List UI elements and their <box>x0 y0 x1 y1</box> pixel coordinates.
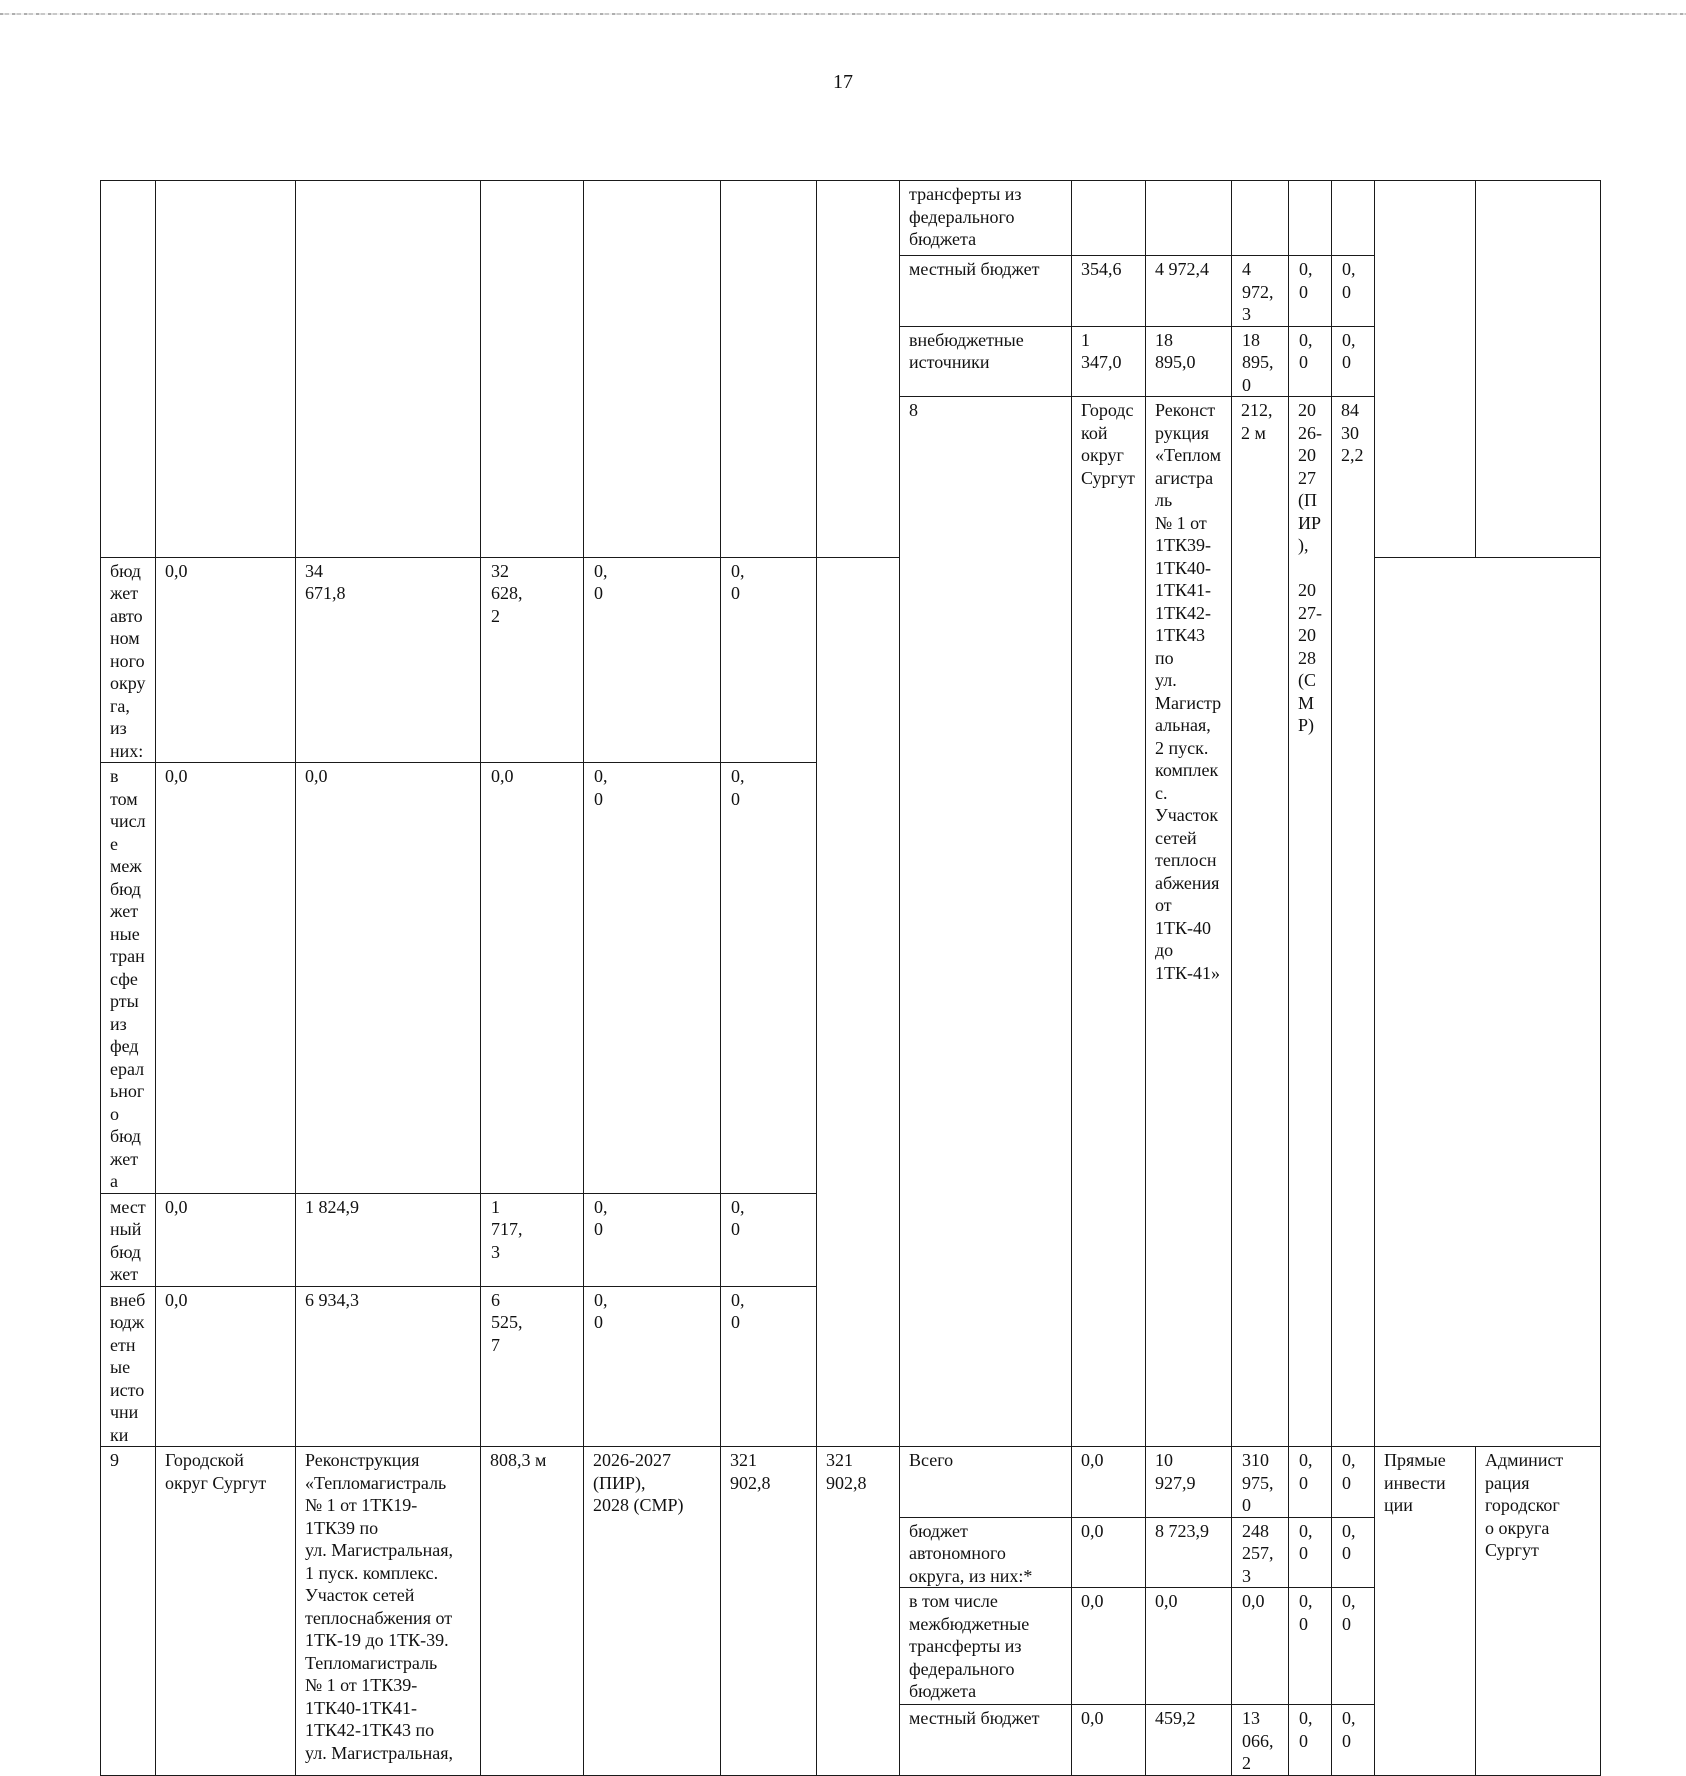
cell-text: в том числе межбюджетные трансферты из федерального бюджета <box>909 1591 1030 1701</box>
table-row <box>101 1193 1601 1286</box>
cell-text: Прямые инвести ции <box>1384 1450 1446 1515</box>
cell-text: 18 895, 0 <box>1242 329 1274 395</box>
period-cell <box>584 181 721 558</box>
mechanism-cell <box>1375 181 1476 558</box>
cell-text: 0,0 <box>165 560 188 581</box>
table-row <box>101 1447 1601 1518</box>
amount-cell <box>156 557 296 763</box>
amount-cell <box>1289 326 1332 397</box>
cell-text: 0, 0 <box>1299 1450 1313 1493</box>
cell-text: 8 <box>909 400 918 420</box>
amount-cell <box>1332 1517 1375 1588</box>
remaining-cost-cell <box>817 181 900 558</box>
funding-source-cell <box>101 557 156 763</box>
cell-text: 0, 0 <box>594 560 608 603</box>
cell-text: 321 902,8 <box>826 1450 867 1493</box>
cell-text: 2026-2027 (ПИР), 2028 (СМР) <box>593 1450 684 1515</box>
row-number-cell <box>900 397 1072 1447</box>
object-name-cell <box>296 1447 481 1776</box>
territory-cell <box>156 1447 296 1776</box>
amount-cell <box>1072 1705 1146 1776</box>
object-name-cell <box>1146 397 1232 1447</box>
amount-cell <box>721 1193 817 1286</box>
cell-text: 212,2 м <box>1241 400 1273 443</box>
cell-text: 1 824,9 <box>305 1196 359 1217</box>
cell-text: 34 671,8 <box>305 560 346 603</box>
cell-text: Городской округ Сургут <box>165 1450 267 1493</box>
object-name-cell <box>296 181 481 558</box>
cell-text: 0, 0 <box>594 1289 608 1332</box>
cell-text: 321 902,8 <box>730 1450 771 1493</box>
table-row <box>101 763 1601 1194</box>
cell-text: 808,3 м <box>490 1450 547 1470</box>
cell-text: 0,0 <box>1155 1591 1178 1611</box>
amount-cell <box>584 1193 721 1286</box>
table-row <box>101 557 1601 763</box>
amount-cell <box>1289 1447 1332 1518</box>
scan-edge-artifact <box>0 13 1686 15</box>
amount-cell <box>481 763 584 1194</box>
amount-cell <box>1232 181 1289 256</box>
mechanism-cell <box>1375 1447 1476 1776</box>
cell-text: 0,0 <box>1081 1591 1104 1611</box>
table-row <box>101 181 1601 256</box>
funding-source-cell <box>900 1705 1072 1776</box>
cell-text: 0, 0 <box>1342 259 1356 302</box>
amount-cell <box>1146 256 1232 327</box>
cell-text: 0, 0 <box>1299 329 1313 372</box>
cell-text: 6 934,3 <box>305 1289 359 1310</box>
funding-source-cell <box>900 1517 1072 1588</box>
cell-text: 84 302,2 <box>1341 400 1364 465</box>
estimate-cost-cell <box>721 1447 817 1776</box>
amount-cell <box>721 1286 817 1447</box>
amount-cell <box>1146 326 1232 397</box>
cell-text: 0,0 <box>1081 1450 1104 1470</box>
cell-text: 1 717, 3 <box>491 1196 523 1262</box>
amount-cell <box>1332 1447 1375 1518</box>
customer-cell <box>1476 181 1601 558</box>
cell-text: Реконструкция «Тепломагистраль № 1 от 1ТК19- 1ТК39 по ул. Магистральная, 1 пуск. комплекс. Участок сетей теплоснабжения от 1ТК-19 до 1ТК-39. Тепломагистраль № 1 от 1ТК39- 1ТК40-1ТК41- 1ТК42-1ТК43 по ул. Магистральная, <box>305 1450 454 1763</box>
amount-cell <box>1146 1447 1232 1518</box>
amount-cell <box>296 763 481 1194</box>
amount-cell <box>296 1193 481 1286</box>
funding-source-cell <box>101 1193 156 1286</box>
cell-text: 0, 0 <box>731 1289 745 1332</box>
territory-cell <box>156 181 296 558</box>
cell-text: Всего <box>909 1450 954 1470</box>
cell-text: 1 347,0 <box>1081 329 1122 372</box>
cell-text: в том числе межбюджетные трансферты из федерального бюджета <box>110 766 146 1191</box>
funding-source-cell <box>900 256 1072 327</box>
cell-text: 0, 0 <box>731 1196 745 1239</box>
amount-cell <box>1146 1517 1232 1588</box>
amount-cell <box>481 557 584 763</box>
amount-cell <box>1146 181 1232 256</box>
cell-text: 4 972,4 <box>1155 259 1209 279</box>
cell-text: 0, 0 <box>1342 329 1356 372</box>
amount-cell <box>1289 1705 1332 1776</box>
row-number-cell <box>101 181 156 558</box>
amount-cell <box>1072 1517 1146 1588</box>
cell-text: местный бюджет <box>909 1708 1040 1728</box>
amount-cell <box>1289 1588 1332 1705</box>
customer-cell <box>1476 1447 1601 1776</box>
cell-text: 0,0 <box>165 1289 188 1310</box>
cell-text: Админист рация городског о округа Сургут <box>1485 1450 1564 1560</box>
amount-cell <box>156 763 296 1194</box>
cell-text: 8 723,9 <box>1155 1520 1209 1541</box>
cell-text: 0, 0 <box>594 766 608 809</box>
amount-cell <box>1072 1447 1146 1518</box>
amount-cell <box>1232 1447 1289 1518</box>
cell-text: 32 628, 2 <box>491 560 523 626</box>
amount-cell <box>1332 326 1375 397</box>
funding-source-cell <box>900 181 1072 256</box>
amount-cell <box>481 1193 584 1286</box>
period-cell <box>584 1447 721 1776</box>
amount-cell <box>156 1286 296 1447</box>
cell-text: внебюджетные источники <box>909 329 1024 372</box>
amount-cell <box>1332 256 1375 327</box>
amount-cell <box>1072 1588 1146 1705</box>
cell-text: 0,0 <box>491 766 514 786</box>
territory-cell <box>1072 397 1146 1447</box>
amount-cell <box>1332 181 1375 256</box>
amount-cell <box>721 763 817 1194</box>
cell-text: 0,0 <box>305 766 328 786</box>
investment-table <box>100 180 1601 1776</box>
amount-cell <box>1232 1705 1289 1776</box>
funding-source-cell <box>900 1588 1072 1705</box>
amount-cell <box>1332 1588 1375 1705</box>
cell-text: 0, 0 <box>731 766 745 809</box>
cell-text: 0,0 <box>1081 1708 1104 1728</box>
amount-cell <box>1289 256 1332 327</box>
amount-cell <box>1232 1588 1289 1705</box>
cell-text: 18 895,0 <box>1155 329 1196 372</box>
table-row <box>101 1286 1601 1447</box>
cell-text: бюджет автономного округа, из них: <box>110 560 146 761</box>
cell-text: бюджет автономного округа, из них:* <box>909 1520 1033 1586</box>
cell-text: 0, 0 <box>1299 1591 1313 1634</box>
cell-text: 0,0 <box>1081 1520 1104 1541</box>
cell-text: 0, 0 <box>1299 259 1313 302</box>
funding-source-cell <box>900 326 1072 397</box>
cell-text: 310 975, 0 <box>1242 1450 1274 1515</box>
amount-cell <box>1146 1588 1232 1705</box>
table-body <box>101 181 1601 1776</box>
cell-text: местный бюджет <box>110 1196 146 1284</box>
amount-cell <box>1289 1517 1332 1588</box>
amount-cell <box>296 1286 481 1447</box>
amount-cell <box>156 1193 296 1286</box>
amount-cell <box>1072 181 1146 256</box>
capacity-cell <box>481 181 584 558</box>
cell-text: Городской округ Сургут <box>1081 400 1135 488</box>
estimate-cost-cell <box>1332 397 1375 1447</box>
amount-cell <box>1072 256 1146 327</box>
cell-text: 0, 0 <box>1342 1520 1356 1563</box>
amount-cell <box>1289 181 1332 256</box>
cell-text: 2026-2027 (ПИР), 2027-2028 (СМР) <box>1298 400 1322 735</box>
capacity-cell <box>1232 397 1289 1447</box>
amount-cell <box>1232 1517 1289 1588</box>
cell-text: 248 257, 3 <box>1242 1520 1274 1586</box>
cell-text: 6 525, 7 <box>491 1289 523 1355</box>
amount-cell <box>296 557 481 763</box>
cell-text: 459,2 <box>1155 1708 1196 1728</box>
cell-text: 0, 0 <box>1342 1450 1356 1493</box>
cell-text: 10 927,9 <box>1155 1450 1196 1493</box>
cell-text: Реконструкция «Тепломагистраль № 1 от 1ТК39- 1ТК40-1ТК41- 1ТК42-1ТК43 по ул. Магистральная, 2 пуск. комплекс. Участок сетей теплоснабжения от 1ТК-40 до 1ТК-41» <box>1155 400 1222 983</box>
amount-cell <box>1332 1705 1375 1776</box>
cell-text: трансферты из федерального бюджета <box>909 184 1022 249</box>
cell-text: 0,0 <box>165 1196 188 1217</box>
cell-text: 0, 0 <box>594 1196 608 1239</box>
funding-source-cell <box>101 1286 156 1447</box>
cell-text: 0,0 <box>165 766 188 786</box>
cell-text: 354,6 <box>1081 259 1122 279</box>
remaining-cost-cell <box>817 1447 900 1776</box>
funding-source-cell <box>101 763 156 1194</box>
cell-text: 0,0 <box>1242 1591 1265 1611</box>
amount-cell <box>721 557 817 763</box>
capacity-cell <box>481 1447 584 1776</box>
amount-cell <box>1072 326 1146 397</box>
cell-text: местный бюджет <box>909 259 1040 279</box>
cell-text: 0, 0 <box>1342 1591 1356 1634</box>
cell-text: 4 972, 3 <box>1242 259 1274 324</box>
cell-text: 0, 0 <box>1342 1708 1356 1751</box>
amount-cell <box>584 1286 721 1447</box>
amount-cell <box>584 763 721 1194</box>
cell-text: 9 <box>110 1450 119 1470</box>
amount-cell <box>584 557 721 763</box>
amount-cell <box>1146 1705 1232 1776</box>
amount-cell <box>481 1286 584 1447</box>
cell-text: 0, 0 <box>731 560 745 603</box>
period-cell <box>1289 397 1332 1447</box>
estimate-cost-cell <box>721 181 817 558</box>
page-number: 17 <box>833 71 853 93</box>
amount-cell <box>1232 326 1289 397</box>
amount-cell <box>1232 256 1289 327</box>
cell-text: 0, 0 <box>1299 1520 1313 1563</box>
cell-text: внебюджетные источники <box>110 1289 146 1445</box>
funding-source-cell <box>900 1447 1072 1518</box>
cell-text: 13 066, 2 <box>1242 1708 1274 1773</box>
cell-text: 0, 0 <box>1299 1708 1313 1751</box>
row-number-cell <box>101 1447 156 1776</box>
